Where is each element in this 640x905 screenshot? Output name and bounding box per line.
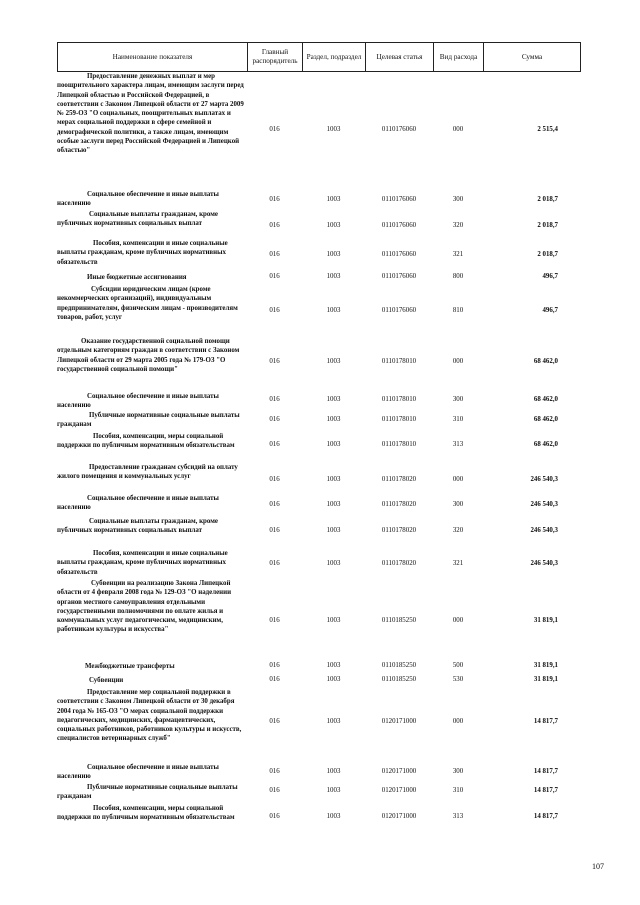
row-exp-type: 000 <box>452 126 464 133</box>
row-target: 0120171000 <box>381 718 417 725</box>
row-sum: 68 462,0 <box>533 358 558 365</box>
row-target: 0110178020 <box>381 501 417 508</box>
row-section: 1003 <box>326 787 341 794</box>
row-admin: 016 <box>269 768 280 775</box>
row-section: 1003 <box>326 718 341 725</box>
row-target: 0110178020 <box>381 476 417 483</box>
row-sum: 2 018,7 <box>537 251 558 258</box>
header-sum: Сумма <box>484 43 581 72</box>
row-name: Субвенции <box>89 677 124 684</box>
row-admin: 016 <box>269 501 280 508</box>
row-exp-type: 300 <box>452 768 464 775</box>
row-target: 0110178010 <box>381 416 417 423</box>
row-exp-type: 313 <box>452 813 464 820</box>
row-sum: 14 817,7 <box>533 718 558 725</box>
table-header <box>57 42 581 72</box>
row-name: Пособия, компенсации и иные социальные выплаты гражданам, кроме публичных нормативных обязательств <box>57 550 228 576</box>
row-exp-type: 320 <box>452 222 464 229</box>
row-exp-type: 000 <box>452 358 464 365</box>
row-admin: 016 <box>269 787 280 794</box>
row-exp-type: 300 <box>452 196 464 203</box>
row-section: 1003 <box>326 222 341 229</box>
row-admin: 016 <box>269 560 280 567</box>
row-target: 0110178010 <box>381 441 417 448</box>
row-name: Социальное обеспечение и иные выплаты населению <box>57 495 219 512</box>
header-admin: Главный распорядитель <box>248 43 303 72</box>
row-section: 1003 <box>326 813 341 820</box>
row-target: 0110176060 <box>381 273 417 280</box>
row-admin: 016 <box>269 476 280 483</box>
row-exp-type: 800 <box>452 273 464 280</box>
row-target: 0120171000 <box>381 813 417 820</box>
row-target: 0110178010 <box>381 358 417 365</box>
row-target: 0110178020 <box>381 560 417 567</box>
row-exp-type: 310 <box>452 787 464 794</box>
row-admin: 016 <box>269 617 280 624</box>
row-admin: 016 <box>269 358 280 365</box>
row-admin: 016 <box>269 196 280 203</box>
row-section: 1003 <box>326 768 341 775</box>
row-target: 0110185250 <box>381 617 417 624</box>
row-section: 1003 <box>326 476 341 483</box>
row-target: 0110178020 <box>381 527 417 534</box>
row-section: 1003 <box>326 501 341 508</box>
row-admin: 016 <box>269 396 280 403</box>
row-section: 1003 <box>326 358 341 365</box>
row-target: 0110185250 <box>381 662 417 669</box>
row-exp-type: 000 <box>452 476 464 483</box>
row-sum: 2 018,7 <box>537 196 558 203</box>
header-section: Раздел, подраздел <box>303 43 366 72</box>
row-name: Социальное обеспечение и иные выплаты населению <box>57 393 219 410</box>
row-target: 0120171000 <box>381 768 417 775</box>
row-target: 0110176060 <box>381 251 417 258</box>
row-admin: 016 <box>269 251 280 258</box>
row-name: Публичные нормативные социальные выплаты гражданам <box>57 412 240 429</box>
page-number: 107 <box>592 862 604 871</box>
row-section: 1003 <box>326 441 341 448</box>
row-name: Публичные нормативные социальные выплаты гражданам <box>57 784 238 801</box>
row-section: 1003 <box>326 251 341 258</box>
row-admin: 016 <box>269 527 280 534</box>
row-exp-type: 300 <box>452 501 464 508</box>
row-name: Субвенции на реализацию Закона Липецкой области от 4 февраля 2008 года № 129-ОЗ "О наделении органов местного самоуправления отдельными государственными полномочиями по оплате жилья и коммунальных услуг педагогическим, медицинским, работникам культуры и искусства" <box>57 580 232 634</box>
row-sum: 31 819,1 <box>533 676 558 683</box>
row-section: 1003 <box>326 527 341 534</box>
row-sum: 496,7 <box>542 273 558 280</box>
row-name: Пособия, компенсации, меры социальной поддержки по публичным нормативным обязательствам <box>57 805 235 822</box>
row-target: 0110178010 <box>381 396 417 403</box>
row-exp-type: 530 <box>452 676 464 683</box>
row-section: 1003 <box>326 126 341 133</box>
row-name: Предоставление гражданам субсидий на оплату жилого помещения и коммунальных услуг <box>57 464 238 481</box>
row-name: Предоставление денежных выплат и мер поощрительного характера лицам, имеющим заслуги перед Липецкой областью и Российской Федерацией, в соответствии с Законом Липецкой области от 27 марта 2009 № 259-ОЗ "О социальных, поощрительных выплатах и мерах социальной поддержки в сфере семейной и демографической политики, а также лицам, имеющим особые заслуги перед Российской Федерацией и Липецкой областью" <box>57 73 244 155</box>
row-sum: 246 540,3 <box>530 560 558 567</box>
row-exp-type: 320 <box>452 527 464 534</box>
row-admin: 016 <box>269 718 280 725</box>
row-name: Пособия, компенсации и иные социальные выплаты гражданам, кроме публичных нормативных обязательств <box>57 240 228 266</box>
header-exp-type: Вид расхода <box>434 43 484 72</box>
row-name: Социальные выплаты гражданам, кроме публичных нормативных социальных выплат <box>57 211 218 228</box>
row-exp-type: 321 <box>452 560 464 567</box>
row-admin: 016 <box>269 416 280 423</box>
row-target: 0110176060 <box>381 196 417 203</box>
row-name: Межбюджетные трансферты <box>85 663 175 670</box>
row-sum: 68 462,0 <box>533 396 558 403</box>
row-sum: 2 018,7 <box>537 222 558 229</box>
row-admin: 016 <box>269 662 280 669</box>
header-name: Наименование показателя <box>58 43 248 72</box>
row-sum: 496,7 <box>542 307 558 314</box>
row-target: 0120171000 <box>381 787 417 794</box>
row-section: 1003 <box>326 396 341 403</box>
row-exp-type: 810 <box>452 307 464 314</box>
row-exp-type: 313 <box>452 441 464 448</box>
row-admin: 016 <box>269 676 280 683</box>
row-name: Социальное обеспечение и иные выплаты населению <box>57 191 219 208</box>
row-sum: 31 819,1 <box>533 617 558 624</box>
row-exp-type: 000 <box>452 718 464 725</box>
row-name: Предоставление мер социальной поддержки в соответствии с Законом Липецкой области от 30 декабря 2004 года № 165-ОЗ "О мерах социальной поддержки педагогических, медицинских, фармацевтических, социальных работников, работников культуры и искусств, специалистов ветеринарных служб" <box>57 689 242 743</box>
row-admin: 016 <box>269 307 280 314</box>
row-sum: 68 462,0 <box>533 416 558 423</box>
row-name: Пособия, компенсации, меры социальной поддержки по публичным нормативным обязательствам <box>57 433 235 450</box>
row-section: 1003 <box>326 662 341 669</box>
row-sum: 246 540,3 <box>530 476 558 483</box>
row-admin: 016 <box>269 441 280 448</box>
row-target: 0110176060 <box>381 222 417 229</box>
row-section: 1003 <box>326 560 341 567</box>
row-name: Субсидии юридическим лицам (кроме некоммерческих организаций), индивидуальным предпринимателям, физическим лицам - производителям товаров, работ, услуг <box>57 286 238 321</box>
row-section: 1003 <box>326 617 341 624</box>
row-sum: 246 540,3 <box>530 527 558 534</box>
row-sum: 14 817,7 <box>533 787 558 794</box>
row-admin: 016 <box>269 273 280 280</box>
row-sum: 14 817,7 <box>533 768 558 775</box>
row-sum: 14 817,7 <box>533 813 558 820</box>
row-exp-type: 310 <box>452 416 464 423</box>
row-name: Социальные выплаты гражданам, кроме публичных нормативных социальных выплат <box>57 518 218 535</box>
row-exp-type: 500 <box>452 662 464 669</box>
row-sum: 246 540,3 <box>530 501 558 508</box>
row-admin: 016 <box>269 222 280 229</box>
row-exp-type: 321 <box>452 251 464 258</box>
row-name: Социальное обеспечение и иные выплаты населению <box>57 764 219 781</box>
row-section: 1003 <box>326 273 341 280</box>
row-section: 1003 <box>326 307 341 314</box>
row-exp-type: 300 <box>452 396 464 403</box>
row-name: Оказание государственной социальной помощи отдельным категориям граждан в соответствии с Законом Липецкой области от 29 марта 2005 года № 179-ОЗ "О государственной социальной помощи" <box>57 338 240 373</box>
row-target: 0110176060 <box>381 307 417 314</box>
row-section: 1003 <box>326 416 341 423</box>
row-admin: 016 <box>269 813 280 820</box>
row-name: Иные бюджетные ассигнования <box>87 274 187 281</box>
row-exp-type: 000 <box>452 617 464 624</box>
row-target: 0110176060 <box>381 126 417 133</box>
row-section: 1003 <box>326 196 341 203</box>
row-sum: 2 515,4 <box>537 126 558 133</box>
row-sum: 31 819,1 <box>533 662 558 669</box>
row-target: 0110185250 <box>381 676 417 683</box>
header-target: Целевая статья <box>366 43 434 72</box>
row-section: 1003 <box>326 676 341 683</box>
row-admin: 016 <box>269 126 280 133</box>
row-sum: 68 462,0 <box>533 441 558 448</box>
